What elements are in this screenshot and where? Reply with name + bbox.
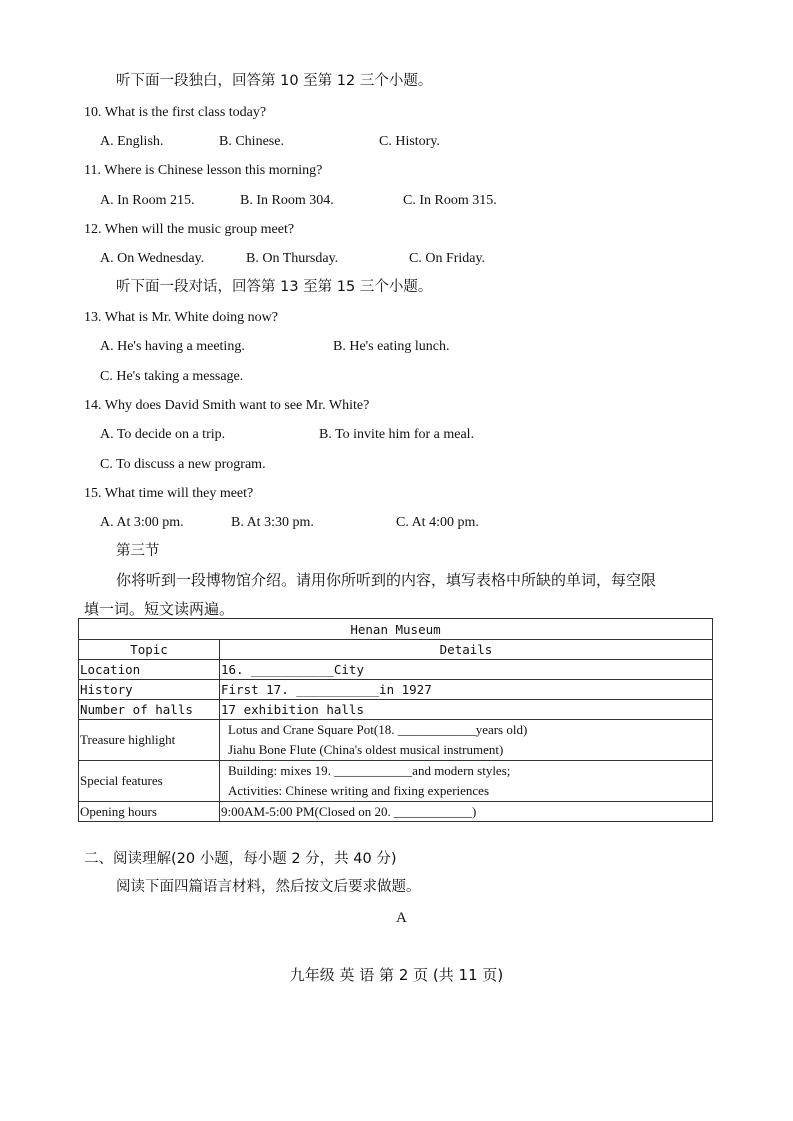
topic-location: Location [79, 660, 220, 680]
question-13-option-c: C. He's taking a message. [100, 369, 244, 384]
page-footer: 九年级 英 语 第 2 页 (共 11 页) [289, 966, 504, 984]
section3-instruction-cont: 填一词。短文读两遍。 [84, 600, 235, 618]
table-row [79, 680, 713, 700]
question-14-option-b: B. To invite him for a meal. [319, 427, 475, 442]
question-14-option-c: C. To discuss a new program. [100, 457, 266, 472]
details-history: First 17. ___________in 1927 [220, 680, 713, 700]
museum-table [78, 618, 713, 822]
header-details: Details [220, 640, 713, 660]
topic-history: History [79, 680, 220, 700]
question-11-option-a: A. In Room 215. [100, 193, 195, 208]
passage-label: A [396, 910, 407, 926]
details-treasure-line2: Jiahu Bone Flute (China's oldest musical instrument) [228, 742, 504, 757]
question-12-option-c: C. On Friday. [409, 251, 486, 266]
question-10-option-c: C. History. [379, 134, 440, 149]
section3-title: 第三节 [116, 543, 160, 559]
details-features-line2: Activities: Chinese writing and fixing experiences [228, 783, 490, 798]
topic-treasure: Treasure highlight [79, 720, 220, 761]
question-13-option-b: B. He's eating lunch. [333, 339, 450, 354]
table-row [79, 720, 713, 761]
part2-title: 二、阅读理解(20 小题，每小题 2 分，共 40 分) [84, 851, 397, 867]
part2-instruction: 阅读下面四篇语言材料，然后按文后要求做题。 [116, 879, 421, 895]
section-intro-dialogue: 听下面一段对话，回答第 13 至第 15 三个小题。 [116, 279, 433, 295]
question-11-option-c: C. In Room 315. [403, 193, 497, 208]
question-10-option-b: B. Chinese. [219, 134, 284, 149]
table-row [79, 700, 713, 720]
table-row [79, 761, 713, 802]
question-15-option-a: A. At 3:00 pm. [100, 515, 184, 530]
section3-instruction: 你将听到一段博物馆介绍。请用你所听到的内容，填写表格中所缺的单词，每空限 [116, 571, 657, 589]
topic-halls: Number of halls [79, 700, 220, 720]
table-row [79, 802, 713, 822]
question-13-option-a: A. He's having a meeting. [100, 339, 245, 354]
question-15-option-c: C. At 4:00 pm. [396, 515, 479, 530]
question-13: 13. What is Mr. White doing now? [84, 310, 278, 325]
details-halls: 17 exhibition halls [220, 700, 713, 720]
section-intro-monologue: 听下面一段独白，回答第 10 至第 12 三个小题。 [116, 73, 433, 89]
table-row [79, 660, 713, 680]
question-14-option-a: A. To decide on a trip. [100, 427, 226, 442]
details-treasure-line1: Lotus and Crane Square Pot(18. ____________years old) [228, 722, 528, 737]
question-11-option-b: B. In Room 304. [240, 193, 334, 208]
details-features-line1: Building: mixes 19. ____________and modern styles; [228, 763, 511, 778]
question-10: 10. What is the first class today? [84, 105, 267, 120]
question-12: 12. When will the music group meet? [84, 222, 295, 237]
question-12-option-a: A. On Wednesday. [100, 251, 205, 266]
question-11: 11. Where is Chinese lesson this morning? [84, 163, 323, 178]
header-topic: Topic [79, 640, 220, 660]
details-hours: 9:00AM-5:00 PM(Closed on 20. ____________) [220, 802, 713, 822]
details-treasure [220, 720, 713, 761]
question-10-option-a: A. English. [100, 134, 164, 149]
details-features [220, 761, 713, 802]
question-14: 14. Why does David Smith want to see Mr. White? [84, 398, 370, 413]
question-15-option-b: B. At 3:30 pm. [231, 515, 314, 530]
question-15: 15. What time will they meet? [84, 486, 254, 501]
topic-features: Special features [79, 761, 220, 802]
details-location: 16. ___________City [220, 660, 713, 680]
question-12-option-b: B. On Thursday. [246, 251, 339, 266]
table-title: Henan Museum [79, 619, 713, 640]
topic-hours: Opening hours [79, 802, 220, 822]
